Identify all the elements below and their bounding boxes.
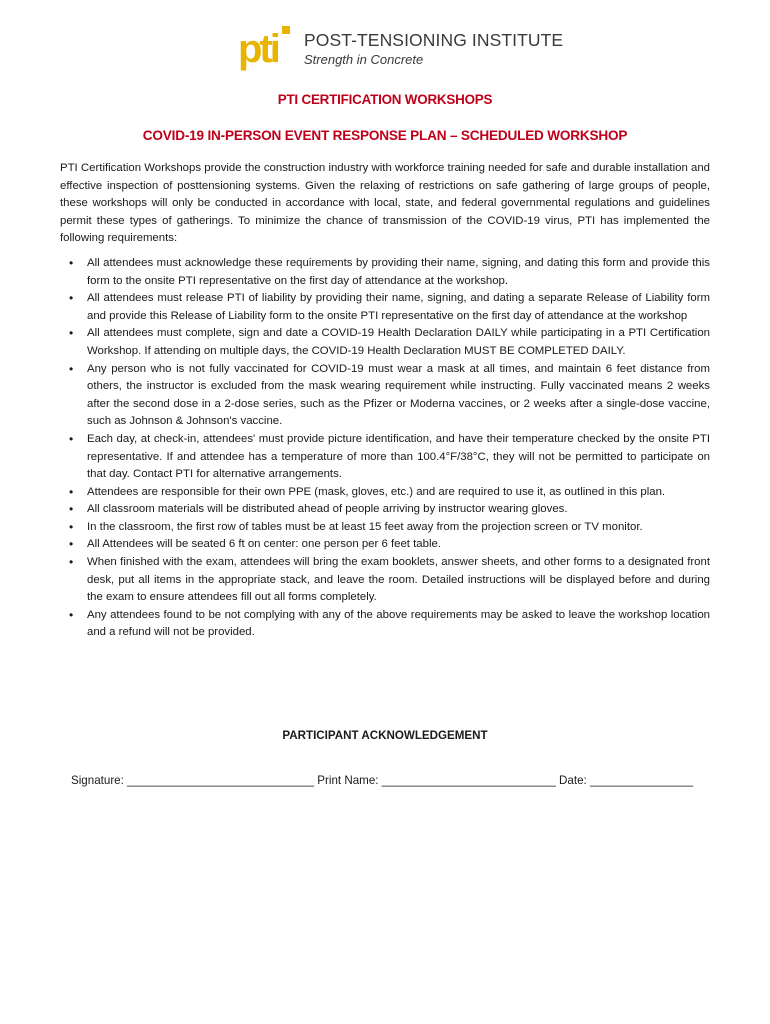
acknowledgement-title: PARTICIPANT ACKNOWLEDGEMENT bbox=[282, 729, 488, 742]
requirement-item: • In the classroom, the first row of tables must be at least 15 feet away from the projection screen or TV monitor. bbox=[87, 519, 710, 537]
requirement-item: • All Attendees will be seated 6 ft on center: one person per 6 feet table. bbox=[87, 536, 710, 554]
logo-lettering: pti bbox=[238, 27, 278, 71]
requirement-item: • All attendees must complete, sign and date a COVID-19 Health Declaration DAILY while participating in a PTI Certification Workshop. If attending on multiple days, the COVID-19 Health Declaration MUST BE COMPLETED DAILY. bbox=[87, 325, 710, 360]
org-name: POST-TENSIONING INSTITUTE bbox=[304, 29, 564, 50]
document-body bbox=[60, 160, 710, 642]
requirement-item: • Attendees are responsible for their own PPE (mask, gloves, etc.) and are required to use it, as outlined in this plan. bbox=[87, 484, 710, 502]
requirement-item: • All classroom materials will be distributed ahead of people arriving by instructor wearing gloves. bbox=[87, 501, 710, 519]
requirement-item: • When finished with the exam, attendees will bring the exam booklets, answer sheets, and other forms to a designated front desk, put all items in the appropriate stack, and leave the room. Detailed instructions will be displayed before and during the exam to ensure attendees fill out all forms completely. bbox=[87, 554, 710, 607]
requirement-item: • Any attendees found to be not complying with any of the above requirements may be asked to leave the workshop location and a refund will not be provided. bbox=[87, 607, 710, 642]
pti-logo bbox=[238, 24, 563, 72]
requirement-item: • Each day, at check-in, attendees' must provide picture identification, and have their temperature checked by the onsite PTI representative. If and attendee has a temperature of more than 100.4°F/38°C, they will not be permitted to participate on that day. Contact PTI for alternative arrangements. bbox=[87, 431, 710, 484]
page-title: PTI CERTIFICATION WORKSHOPS bbox=[277, 92, 493, 107]
requirement-item: • All attendees must release PTI of liability by providing their name, signing, and dating a separate Release of Liability form and provide this Release of Liability form to the onsite PTI representative on the first day of attendance at the workshop bbox=[87, 290, 710, 325]
requirement-item: • Any person who is not fully vaccinated for COVID-19 must wear a mask at all times, and maintain 6 feet distance from others, the instructor is excluded from the mask wearing requirement while instructing. Fully vaccinated means 2 weeks after the second dose in a 2-dose series, such as the Pfizer or Moderna vaccines, or 2 weeks after a single-dose vaccine, such as Johnson & Johnson's vaccine. bbox=[87, 361, 710, 431]
pti-logo-mark-icon bbox=[238, 24, 296, 72]
logo-text-block bbox=[304, 30, 563, 67]
requirement-item: • All attendees must acknowledge these requirements by providing their name, signing, and dating this form and provide this form to the onsite PTI representative on the first day of attendance at the workshop. bbox=[87, 255, 710, 290]
intro-paragraph: PTI Certification Workshops provide the construction industry with workforce training needed for safe and durable installation and effective inspection of posttensioning systems. Given the relaxing of restrictions on safe gathering of large groups of people, these workshops will only be conducted in accordance with local, state, and federal governmental regulations and guidelines permit these types of gatherings. To minimize the chance of transmission of the COVID-19 virus, PTI has implemented the following requirements: bbox=[60, 162, 710, 245]
signature-line: Signature: _____________________________ Print Name: ___________________________ Date: ________________ bbox=[71, 774, 694, 787]
requirements-list bbox=[60, 255, 710, 642]
page-subtitle: COVID-19 IN-PERSON EVENT RESPONSE PLAN – SCHEDULED WORKSHOP bbox=[142, 128, 628, 143]
org-tagline: Strength in Concrete bbox=[304, 52, 424, 68]
